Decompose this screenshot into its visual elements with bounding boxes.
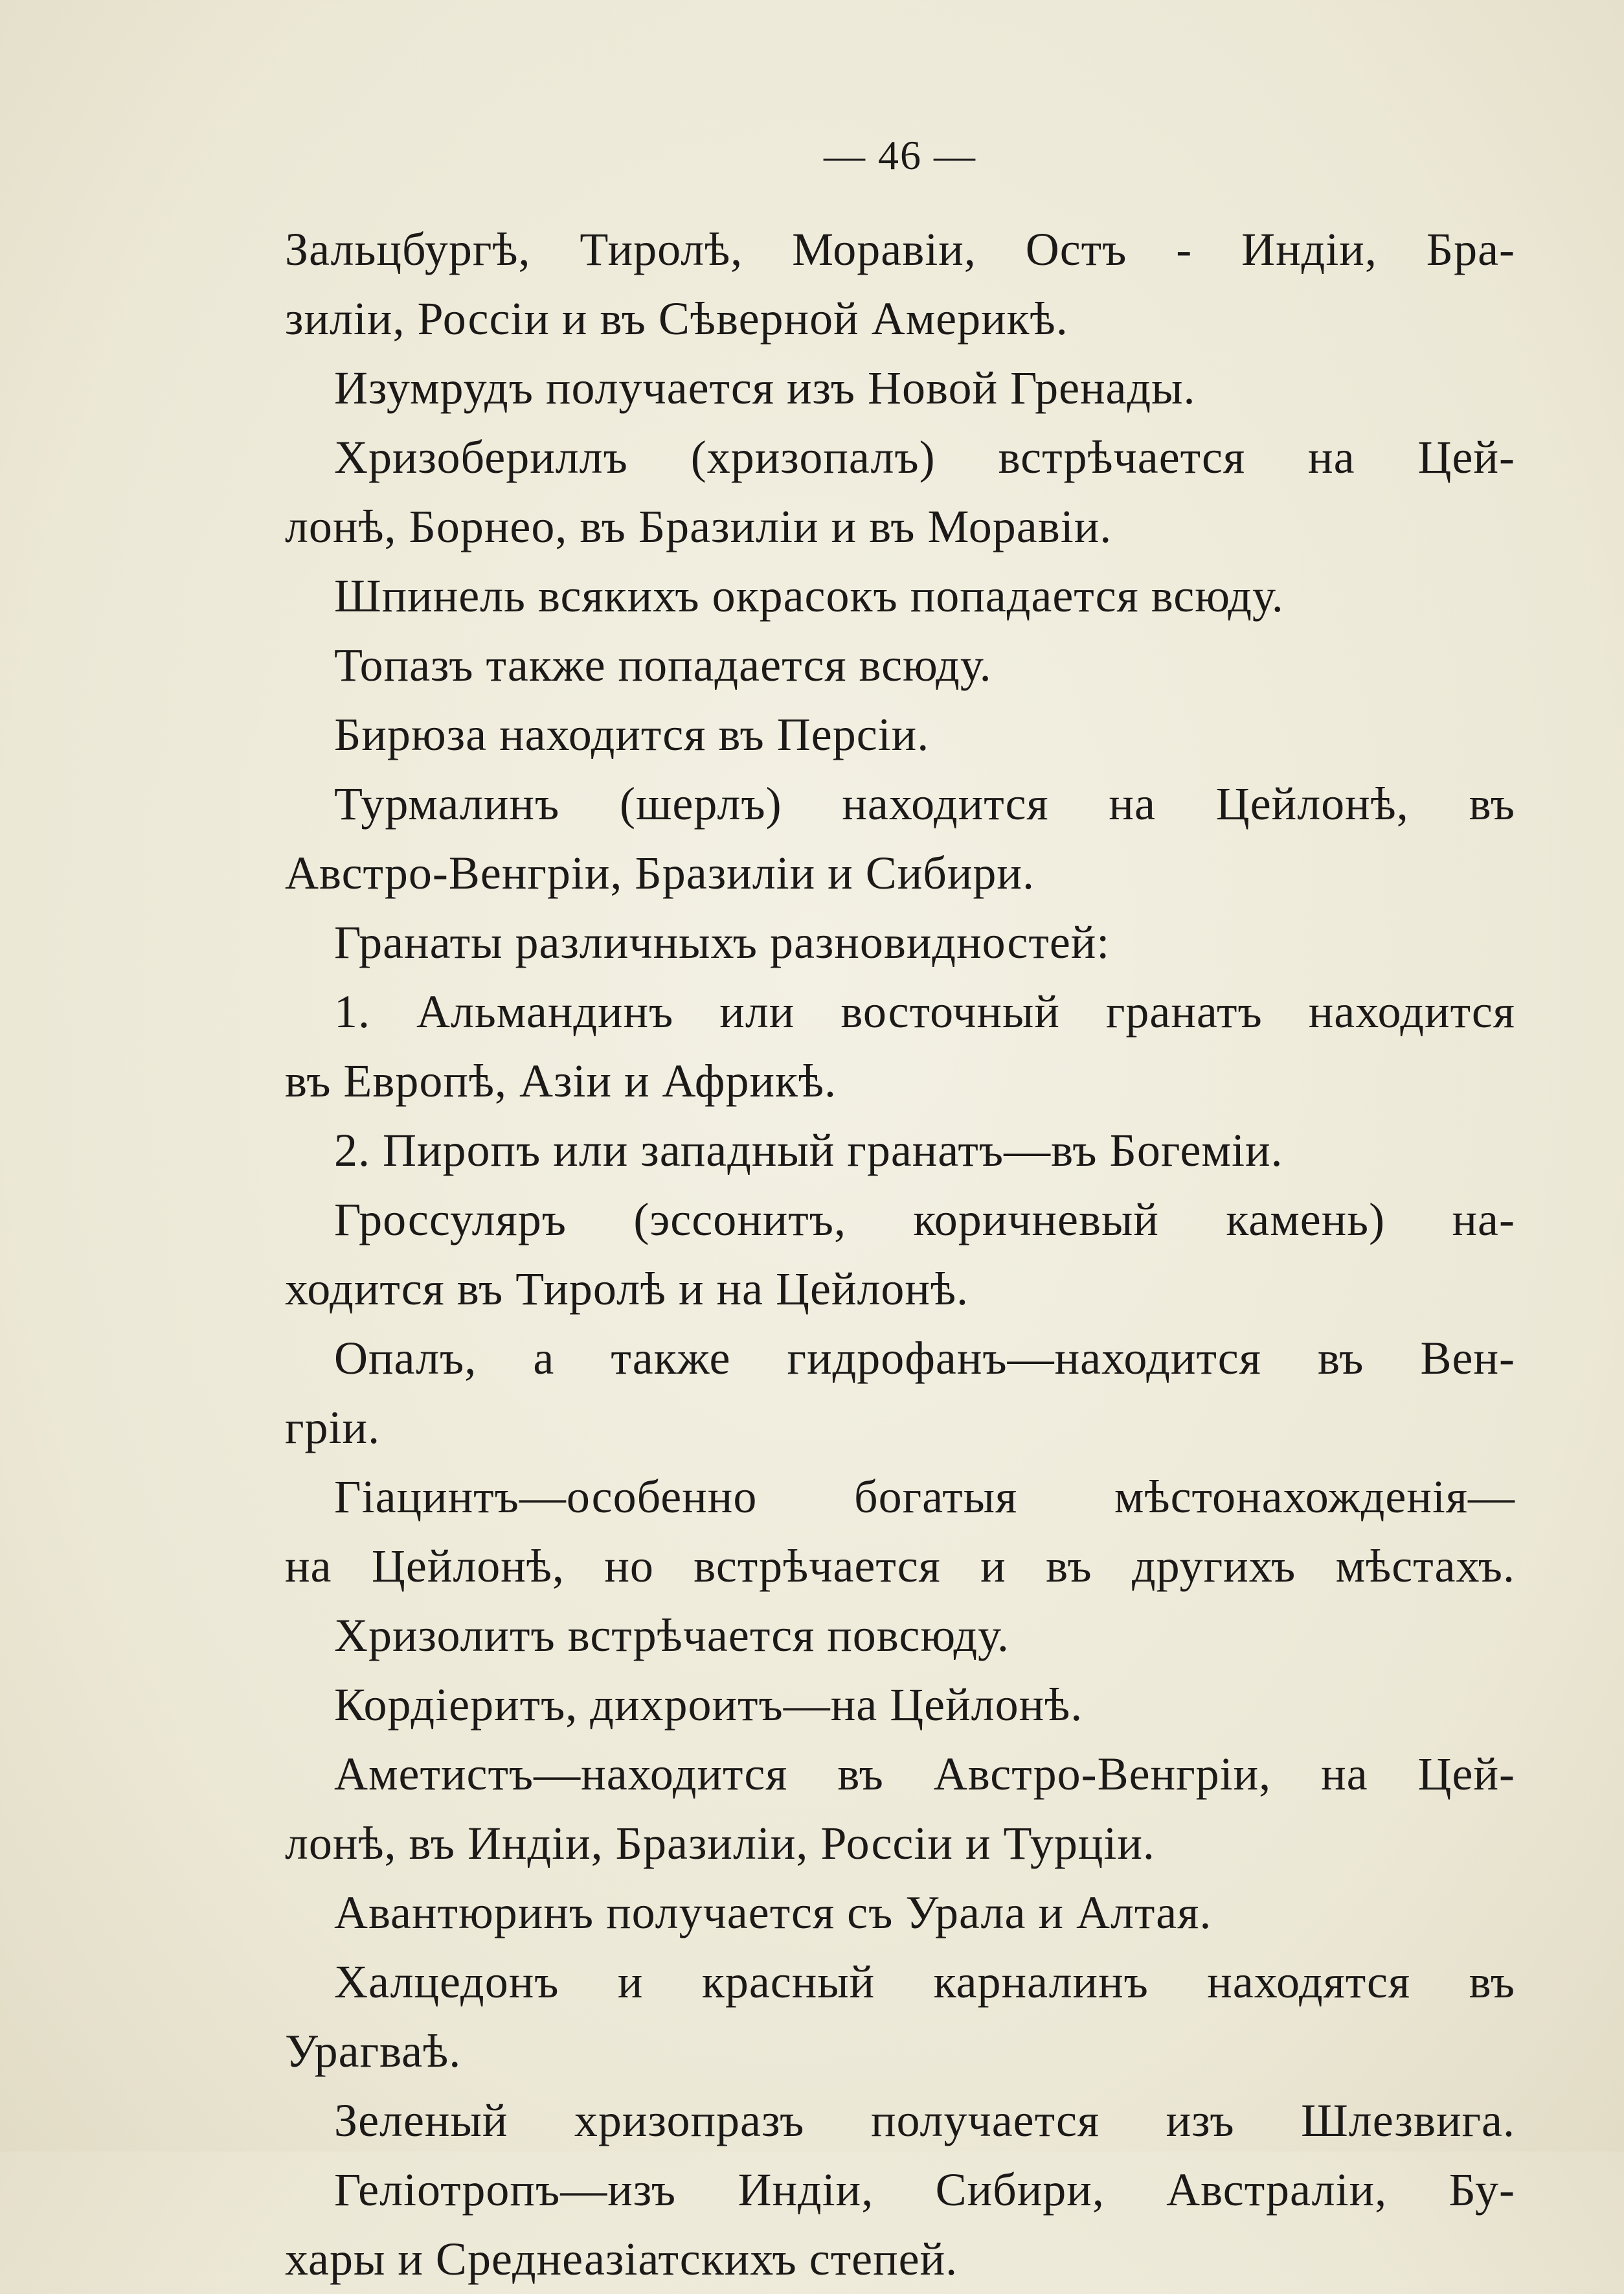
text-line: Изумрудъ получается изъ Новой Гренады. <box>334 362 1196 414</box>
text-line: Бирюза находится въ Персіи. <box>334 709 930 760</box>
text-line: Опалъ, а также гидрофанъ—находится въ Вен- <box>334 1332 1515 1384</box>
text-line: Урагваѣ. <box>285 2025 462 2077</box>
text-line: лонѣ, Борнео, въ Бразиліи и въ Моравіи. <box>285 501 1112 552</box>
text-line: Топазъ также попадается всюду. <box>334 639 992 691</box>
text-line: ходится въ Тиролѣ и на Цейлонѣ. <box>285 1263 969 1315</box>
body-text <box>285 215 1515 2294</box>
text-line: Хризолитъ встрѣчается повсюду. <box>334 1609 1009 1661</box>
text-line: Хризобериллъ (хризопалъ) встрѣчается на Цей- <box>334 431 1515 483</box>
text-line: Кордіеритъ, дихроитъ—на Цейлонѣ. <box>334 1679 1083 1731</box>
text-line: 1. Альмандинъ или восточный гранатъ находится <box>334 986 1515 1038</box>
text-line: Аметистъ—находится въ Австро-Венгріи, на Цей- <box>334 1748 1515 1800</box>
book-page <box>285 123 1515 2294</box>
text-line: Халцедонъ и красный карналинъ находятся въ <box>334 1956 1515 2008</box>
text-line: Гроссуляръ (эссонитъ, коричневый камень) на- <box>334 1194 1515 1245</box>
text-line: на Цейлонѣ, но встрѣчается и въ другихъ мѣстахъ. <box>285 1540 1515 1592</box>
text-line: Шпинель всякихъ окрасокъ попадается всюду. <box>334 570 1284 622</box>
text-line: гріи. <box>285 1402 381 1453</box>
text-line: лонѣ, въ Индіи, Бразиліи, Россіи и Турціи. <box>285 1817 1155 1869</box>
text-line: Геліотропъ—изъ Индіи, Сибири, Австраліи, Бу- <box>334 2164 1515 2216</box>
page-number: — 46 — <box>824 132 976 178</box>
text-line: 2. Пиропъ или западный гранатъ—въ Богеміи. <box>334 1124 1283 1176</box>
text-line: Турмалинъ (шерлъ) находится на Цейлонѣ, въ <box>334 778 1515 830</box>
text-line: Зеленый хризопразъ получается изъ Шлезвига. <box>334 2095 1515 2146</box>
text-line: Гіацинтъ—особенно богатыя мѣстонахожденія— <box>334 1471 1515 1523</box>
text-line: зиліи, Россіи и въ Сѣверной Америкѣ. <box>285 293 1068 345</box>
text-line: хары и Среднеазіатскихъ степей. <box>285 2233 958 2285</box>
text-line: въ Европѣ, Азіи и Африкѣ. <box>285 1055 837 1107</box>
text-line: Зальцбургѣ, Тиролѣ, Моравіи, Остъ - Индіи, Бра- <box>285 223 1515 275</box>
text-line: Австро-Венгріи, Бразиліи и Сибири. <box>285 847 1035 899</box>
text-line: Авантюринъ получается съ Урала и Алтая. <box>334 1887 1212 1938</box>
text-line: Гранаты различныхъ разновидностей: <box>334 916 1111 968</box>
